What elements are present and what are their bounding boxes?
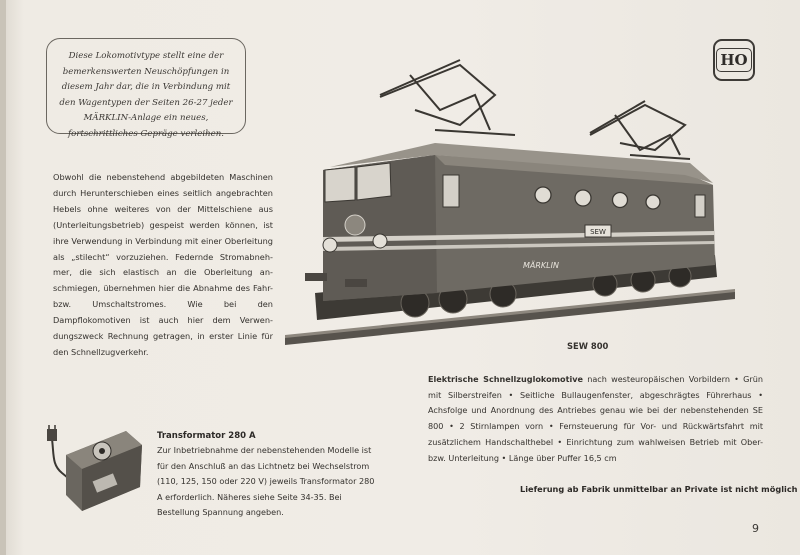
locomotive-illustration [285, 55, 735, 345]
locomotive-specification [428, 372, 763, 466]
transformer-illustration [44, 425, 144, 513]
locomotive-caption: SEW 800 [567, 341, 609, 351]
loco-plate-label: SEW [590, 228, 606, 236]
ho-badge-label: HO [716, 48, 751, 72]
intro-text: Diese Lokomotivtype stellt eine der bemerkenswerten Neuschöpfungen in diesem Jahr dar, die in Verbindung mit den Wagentypen der Seiten 26-27 jeder MÄRKLIN-Anlage ein neues, fortschrittliches Gepräge verleihen. [59, 51, 233, 139]
intro-text-box [46, 38, 246, 139]
spec-title: Elektrische Schnellzuglokomotive [428, 374, 584, 384]
delivery-note: Lieferung ab Fabrik unmittelbar an Private ist nicht möglich [520, 484, 798, 494]
transformer-text: Zur Inbetriebnahme der nebenstehenden Modelle ist für den Anschluß an das Lichtnetz bei Wechselstrom (110, 125, 150 oder 220 V) jeweils Transformator 280 A erforderlich. Näheres siehe Seite 34-35. Bei Bestellung Spannung angeben. [157, 445, 375, 518]
page-number: 9 [752, 522, 759, 535]
transformer-title: Transformator 280 A [157, 431, 256, 441]
page-fold-shadow [0, 0, 6, 555]
body-text: Obwohl die nebenstehend abgebildeten Maschinen durch Herunterschieben eines seitlich angebrachten Hebels ohne weiteres von der Mittelschiene aus (Unterleitungsbetrieb) gespeist werden können, ist ihre Verwendung in Verbindung mit einer Oberleitung als „stilecht“ vorzuziehen. Federnde Stromabnehmer, die sich elastisch an die Oberleitung anschmiegen, übernehmen hier die Abnahme des Fahr- bzw. Umschaltstromes. Wie bei den Dampflokomotiven ist auch hier dem Verwendungszweck Rechnung getragen, in erster Linie für den Schnellzugverkehr. [53, 172, 273, 357]
loco-brand-label: MÄRKLIN [523, 261, 559, 270]
spec-text: nach westeuropäischen Vorbildern • Grün mit Silberstreifen • Seitliche Bullaugenfenster, abgeschrägtes Führerhaus • Achsfolge und Anordnung des Antriebes genau wie bei der nebenstehenden SE 800 • 2 Stirnlampen vorn • Fernsteuerung für Vor- und Rückwärtsfahrt mit zusätzlichem Handschalthebel • Einrichtung zum wahlweisen Betrieb mit Ober- bzw. Unterleitung • Länge über Puffer 16,5 cm [428, 374, 763, 463]
